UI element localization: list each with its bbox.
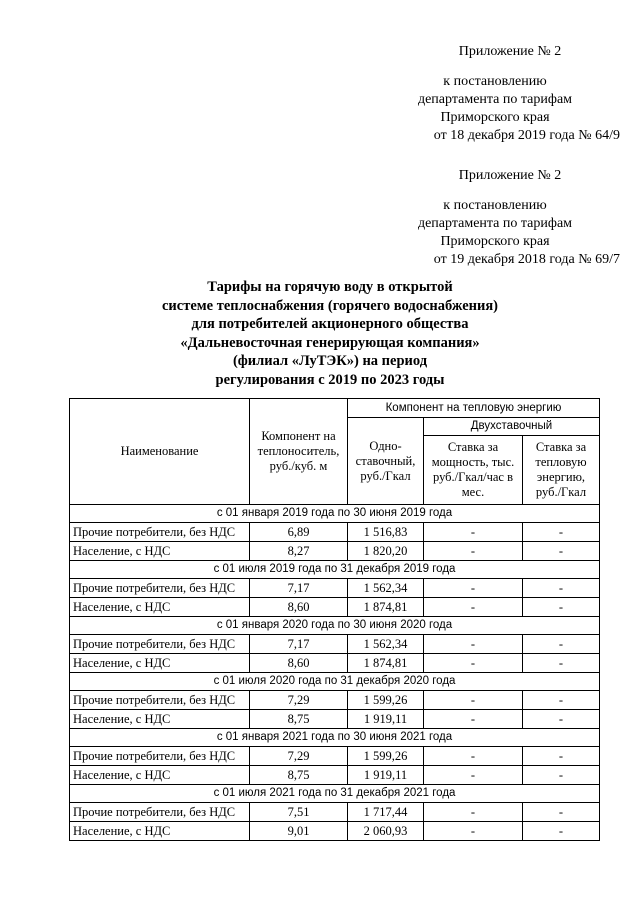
period-row bbox=[70, 673, 600, 691]
carrier-value: 8,75 bbox=[250, 710, 348, 729]
carrier-value: 7,51 bbox=[250, 803, 348, 822]
document-title bbox=[140, 278, 520, 389]
energy-rate-value: - bbox=[523, 747, 600, 766]
title-line: «Дальневосточная генерирующая компания» bbox=[180, 334, 480, 351]
energy-rate-value: - bbox=[523, 691, 600, 710]
one-rate-value: 2 060,93 bbox=[348, 822, 424, 841]
consumer-name: Население, с НДС bbox=[70, 710, 250, 729]
consumer-name: Население, с НДС bbox=[70, 654, 250, 673]
table-row bbox=[70, 822, 600, 841]
table-row bbox=[70, 635, 600, 654]
header-carrier: Компонент на теплоноситель, руб./куб. м bbox=[250, 399, 348, 505]
appendix-title: Приложение № 2 bbox=[458, 168, 562, 183]
consumer-name: Прочие потребители, без НДС bbox=[70, 523, 250, 542]
period-label: с 01 января 2019 года по 30 июня 2019 года bbox=[70, 505, 600, 523]
capacity-value: - bbox=[424, 803, 523, 822]
appendix-line: Приморского края bbox=[440, 110, 550, 125]
title-line: Тарифы на горячую воду в открытой bbox=[207, 279, 453, 295]
consumer-name: Прочие потребители, без НДС bbox=[70, 747, 250, 766]
energy-rate-value: - bbox=[523, 822, 600, 841]
title-line: для потребителей акционерного общества bbox=[191, 316, 469, 332]
energy-rate-value: - bbox=[523, 542, 600, 561]
carrier-value: 8,27 bbox=[250, 542, 348, 561]
table-row bbox=[70, 766, 600, 785]
title-line: регулирования с 2019 по 2023 годы bbox=[215, 371, 445, 388]
table-row bbox=[70, 523, 600, 542]
carrier-value: 8,60 bbox=[250, 654, 348, 673]
carrier-value: 8,60 bbox=[250, 598, 348, 617]
table-row bbox=[70, 598, 600, 617]
one-rate-value: 1 820,20 bbox=[348, 542, 424, 561]
appendix-line: департамента по тарифам bbox=[417, 216, 573, 231]
energy-rate-value: - bbox=[523, 579, 600, 598]
capacity-value: - bbox=[424, 691, 523, 710]
appendix-date: от 18 декабря 2019 года № 64/9 bbox=[433, 128, 620, 143]
carrier-value: 7,29 bbox=[250, 747, 348, 766]
period-row bbox=[70, 617, 600, 635]
energy-rate-value: - bbox=[523, 710, 600, 729]
one-rate-value: 1 874,81 bbox=[348, 654, 424, 673]
appendix-line: Приморского края bbox=[440, 234, 550, 249]
period-row bbox=[70, 561, 600, 579]
tariff-table bbox=[69, 398, 600, 841]
appendix-title: Приложение № 2 bbox=[458, 44, 562, 59]
header-capacity: Ставка за мощность, тыс. руб./Гкал/час в мес. bbox=[424, 436, 523, 505]
appendix-header-current bbox=[380, 43, 620, 145]
energy-rate-value: - bbox=[523, 766, 600, 785]
carrier-value: 6,89 bbox=[250, 523, 348, 542]
capacity-value: - bbox=[424, 822, 523, 841]
header-name: Наименование bbox=[70, 399, 250, 505]
consumer-name: Население, с НДС bbox=[70, 598, 250, 617]
table-body bbox=[70, 505, 600, 841]
period-label: с 01 января 2020 года по 30 июня 2020 года bbox=[70, 617, 600, 635]
header-energy-rate: Ставка за тепловую энергию, руб./Гкал bbox=[523, 436, 600, 505]
capacity-value: - bbox=[424, 598, 523, 617]
one-rate-value: 1 717,44 bbox=[348, 803, 424, 822]
capacity-value: - bbox=[424, 710, 523, 729]
consumer-name: Население, с НДС bbox=[70, 542, 250, 561]
one-rate-value: 1 919,11 bbox=[348, 766, 424, 785]
appendix-date: от 19 декабря 2018 года № 69/7 bbox=[433, 252, 620, 267]
period-row bbox=[70, 785, 600, 803]
period-row bbox=[70, 505, 600, 523]
table-row bbox=[70, 710, 600, 729]
energy-rate-value: - bbox=[523, 523, 600, 542]
consumer-name: Прочие потребители, без НДС bbox=[70, 691, 250, 710]
header-one-rate: Одно-ставочный, руб./Гкал bbox=[348, 418, 424, 505]
table-row bbox=[70, 691, 600, 710]
one-rate-value: 1 516,83 bbox=[348, 523, 424, 542]
one-rate-value: 1 562,34 bbox=[348, 579, 424, 598]
carrier-value: 7,17 bbox=[250, 579, 348, 598]
one-rate-value: 1 919,11 bbox=[348, 710, 424, 729]
carrier-value: 7,17 bbox=[250, 635, 348, 654]
one-rate-value: 1 599,26 bbox=[348, 747, 424, 766]
energy-rate-value: - bbox=[523, 598, 600, 617]
capacity-value: - bbox=[424, 766, 523, 785]
energy-rate-value: - bbox=[523, 654, 600, 673]
consumer-name: Прочие потребители, без НДС bbox=[70, 579, 250, 598]
period-label: с 01 июля 2019 года по 31 декабря 2019 года bbox=[70, 561, 600, 579]
carrier-value: 8,75 bbox=[250, 766, 348, 785]
one-rate-value: 1 599,26 bbox=[348, 691, 424, 710]
carrier-value: 7,29 bbox=[250, 691, 348, 710]
consumer-name: Прочие потребители, без НДС bbox=[70, 803, 250, 822]
header-two-rate: Двухставочный bbox=[424, 418, 600, 436]
title-line: системе теплоснабжения (горячего водоснабжения) bbox=[161, 297, 499, 314]
period-row bbox=[70, 729, 600, 747]
consumer-name: Население, с НДС bbox=[70, 822, 250, 841]
capacity-value: - bbox=[424, 579, 523, 598]
energy-rate-value: - bbox=[523, 803, 600, 822]
title-line: (филиал «ЛуТЭК») на период bbox=[232, 353, 428, 369]
period-label: с 01 июля 2020 года по 31 декабря 2020 года bbox=[70, 673, 600, 691]
header-energy: Компонент на тепловую энергию bbox=[348, 399, 600, 418]
energy-rate-value: - bbox=[523, 635, 600, 654]
capacity-value: - bbox=[424, 747, 523, 766]
period-label: с 01 января 2021 года по 30 июня 2021 года bbox=[70, 729, 600, 747]
table-row bbox=[70, 654, 600, 673]
period-label: с 01 июля 2021 года по 31 декабря 2021 года bbox=[70, 785, 600, 803]
appendix-line: к постановлению bbox=[443, 198, 547, 213]
appendix-header-original bbox=[380, 167, 620, 269]
table-row bbox=[70, 747, 600, 766]
consumer-name: Население, с НДС bbox=[70, 766, 250, 785]
capacity-value: - bbox=[424, 654, 523, 673]
consumer-name: Прочие потребители, без НДС bbox=[70, 635, 250, 654]
one-rate-value: 1 874,81 bbox=[348, 598, 424, 617]
appendix-line: департамента по тарифам bbox=[417, 92, 573, 107]
capacity-value: - bbox=[424, 542, 523, 561]
capacity-value: - bbox=[424, 635, 523, 654]
table-row bbox=[70, 579, 600, 598]
capacity-value: - bbox=[424, 523, 523, 542]
one-rate-value: 1 562,34 bbox=[348, 635, 424, 654]
table-row bbox=[70, 542, 600, 561]
table-row bbox=[70, 803, 600, 822]
carrier-value: 9,01 bbox=[250, 822, 348, 841]
appendix-line: к постановлению bbox=[443, 74, 547, 89]
